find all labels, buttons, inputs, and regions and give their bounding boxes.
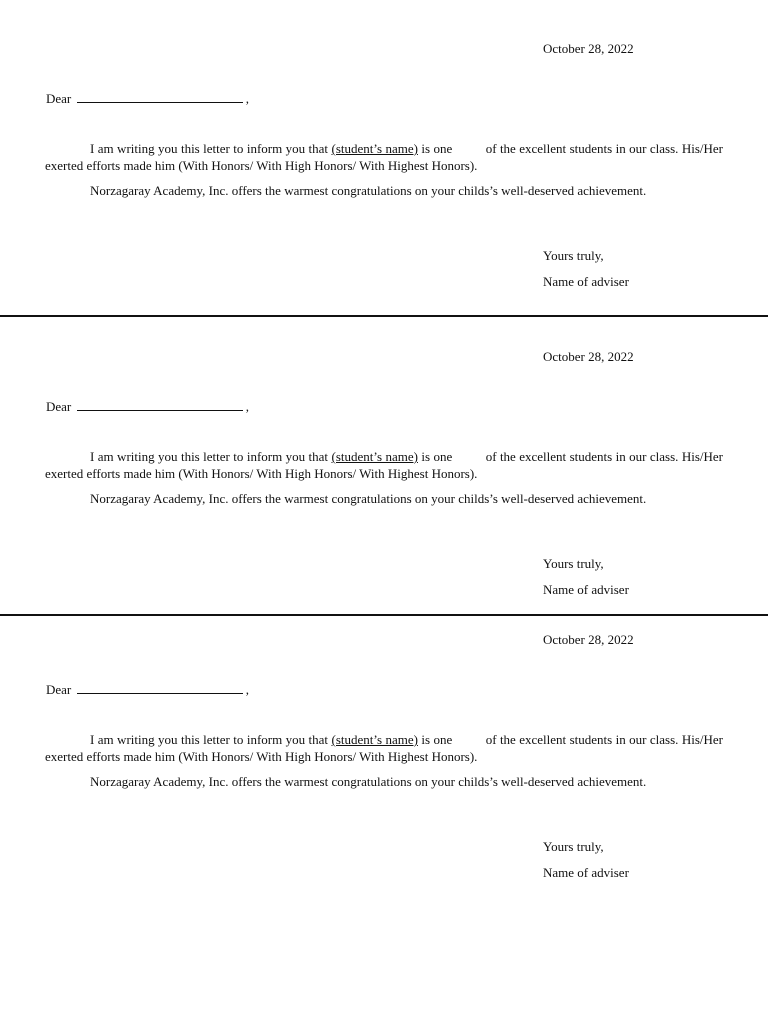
- salutation: [46, 90, 249, 107]
- salutation: [46, 398, 249, 415]
- recipient-blank-line: [77, 90, 243, 103]
- paragraph-1-mid: is one: [417, 732, 453, 747]
- paragraph-1-start: I am writing you this letter to inform you that: [90, 141, 332, 156]
- letter-body: [45, 731, 723, 790]
- student-name-placeholder: (student’s name): [331, 141, 418, 156]
- salutation-greeting: Dear: [46, 682, 72, 697]
- paragraph-1-start: I am writing you this letter to inform you that: [90, 732, 332, 747]
- letter-2: [0, 348, 768, 638]
- recipient-blank-line: [77, 398, 243, 411]
- salutation-comma: ,: [245, 682, 250, 697]
- salutation-greeting: Dear: [46, 399, 72, 414]
- signer-name: Name of adviser: [543, 582, 629, 597]
- closing: Yours truly,: [543, 556, 604, 571]
- paragraph-1-mid: is one: [417, 449, 453, 464]
- letter-date: October 28, 2022: [543, 632, 634, 647]
- paragraph-1-end: of the excellent students in our class. His/Her exerted efforts made him (With Honors/ With High Honors/ With Highest Honors).: [45, 449, 724, 481]
- letter-date: October 28, 2022: [543, 41, 634, 56]
- body-paragraph-1: [45, 731, 723, 765]
- closing: Yours truly,: [543, 248, 604, 263]
- signer-name: Name of adviser: [543, 274, 629, 289]
- recipient-blank-line: [77, 681, 243, 694]
- paragraph-1-end: of the excellent students in our class. His/Her exerted efforts made him (With Honors/ With High Honors/ With Highest Honors).: [45, 732, 724, 764]
- body-paragraph-2: Norzagaray Academy, Inc. offers the warmest congratulations on your childs’s well-deserved achievement.: [90, 491, 647, 506]
- letter-3: [0, 631, 768, 921]
- cut-line-divider: [0, 614, 768, 616]
- body-paragraph-2: Norzagaray Academy, Inc. offers the warmest congratulations on your childs’s well-deserved achievement.: [90, 774, 647, 789]
- letter-body: [45, 448, 723, 507]
- salutation-greeting: Dear: [46, 91, 72, 106]
- body-paragraph-2: Norzagaray Academy, Inc. offers the warmest congratulations on your childs’s well-deserved achievement.: [90, 183, 647, 198]
- paragraph-1-start: I am writing you this letter to inform you that: [90, 449, 332, 464]
- letter-date: October 28, 2022: [543, 349, 634, 364]
- body-paragraph-1: [45, 140, 723, 174]
- letter-body: [45, 140, 723, 199]
- body-paragraph-1: [45, 448, 723, 482]
- salutation-comma: ,: [245, 91, 250, 106]
- salutation-comma: ,: [245, 399, 250, 414]
- paragraph-1-mid: is one: [417, 141, 453, 156]
- student-name-placeholder: (student’s name): [331, 449, 418, 464]
- cut-line-divider: [0, 315, 768, 317]
- letter-1: [0, 40, 768, 330]
- signer-name: Name of adviser: [543, 865, 629, 880]
- student-name-placeholder: (student’s name): [331, 732, 418, 747]
- closing: Yours truly,: [543, 839, 604, 854]
- paragraph-1-end: of the excellent students in our class. His/Her exerted efforts made him (With Honors/ With High Honors/ With Highest Honors).: [45, 141, 724, 173]
- salutation: [46, 681, 249, 698]
